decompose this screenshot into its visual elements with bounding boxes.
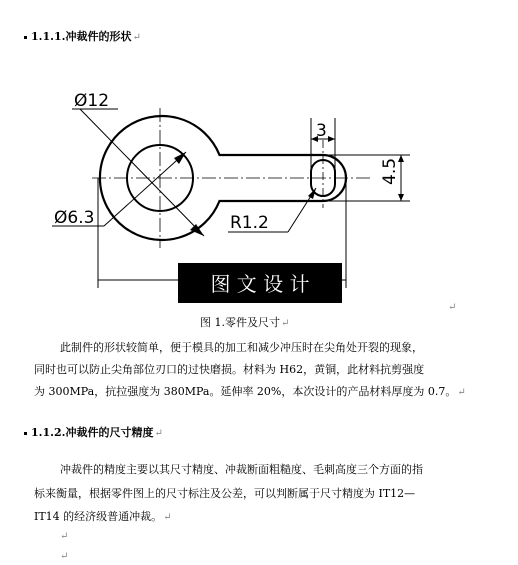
paragraph-mark-icon: ↵ [60, 551, 69, 562]
paragraph-mark-icon: ↵ [60, 531, 69, 542]
width-label: 3 [316, 121, 327, 141]
arrowhead [398, 194, 404, 201]
section-title: 冲裁件的形状 [65, 30, 132, 43]
bullet-icon [24, 432, 27, 435]
watermark-text: 图 文 设 计 [210, 272, 310, 296]
paragraph-2-line-2: 标来衡量，根据零件图上的尺寸标注及公差，可以判断属于尺寸精度为 IT12— [34, 487, 416, 500]
paragraph-2-line-1: 冲裁件的精度主要以其尺寸精度、冲裁断面粗糙度、毛刺高度三个方面的指 [60, 463, 423, 476]
paragraph-mark-icon: ↵ [457, 387, 466, 398]
paragraph-2-line-3: IT14 的经济级普通冲裁。↵ [34, 510, 172, 523]
paragraph-mark-icon: ↵ [281, 318, 290, 329]
section-number: 1.1.2. [31, 426, 66, 439]
paragraph-mark-icon: ↵ [163, 512, 172, 523]
paragraph-1-line-1: 此制件的形状较简单，便于模具的加工和减少冲压时在尖角处开裂的现象， [60, 341, 423, 354]
radius-label: R1.2 [230, 213, 269, 233]
dia-inner-leader [104, 152, 186, 226]
paragraph-mark-icon: ↵ [448, 302, 457, 313]
height-label: 4.5 [380, 157, 400, 185]
dia-outer-leader [80, 109, 204, 236]
arrowhead [328, 136, 335, 142]
section-heading-2 [24, 424, 163, 440]
paragraph-1-line-3: 为 300MPa，抗拉强度为 380MPa。延伸率 20%，本次设计的产品材料厚度为 0.7。↵ [34, 385, 466, 398]
dia-outer-label: Ø12 [74, 91, 110, 111]
paragraph-1-line-2: 同时也可以防止尖角部位刃口的过快磨损。材料为 H62，黄铜，此材料抗剪强度 [34, 363, 425, 376]
paragraph-mark-icon: ↵ [154, 428, 163, 439]
arrowhead [174, 152, 186, 164]
paragraph-mark-icon: ↵ [132, 32, 141, 43]
section-number: 1.1.1. [31, 30, 66, 43]
section-title: 冲裁件的尺寸精度 [65, 426, 154, 439]
dia-inner-label: Ø6.3 [54, 208, 95, 228]
figure-caption: 图 1.零件及尺寸↵ [200, 316, 290, 329]
